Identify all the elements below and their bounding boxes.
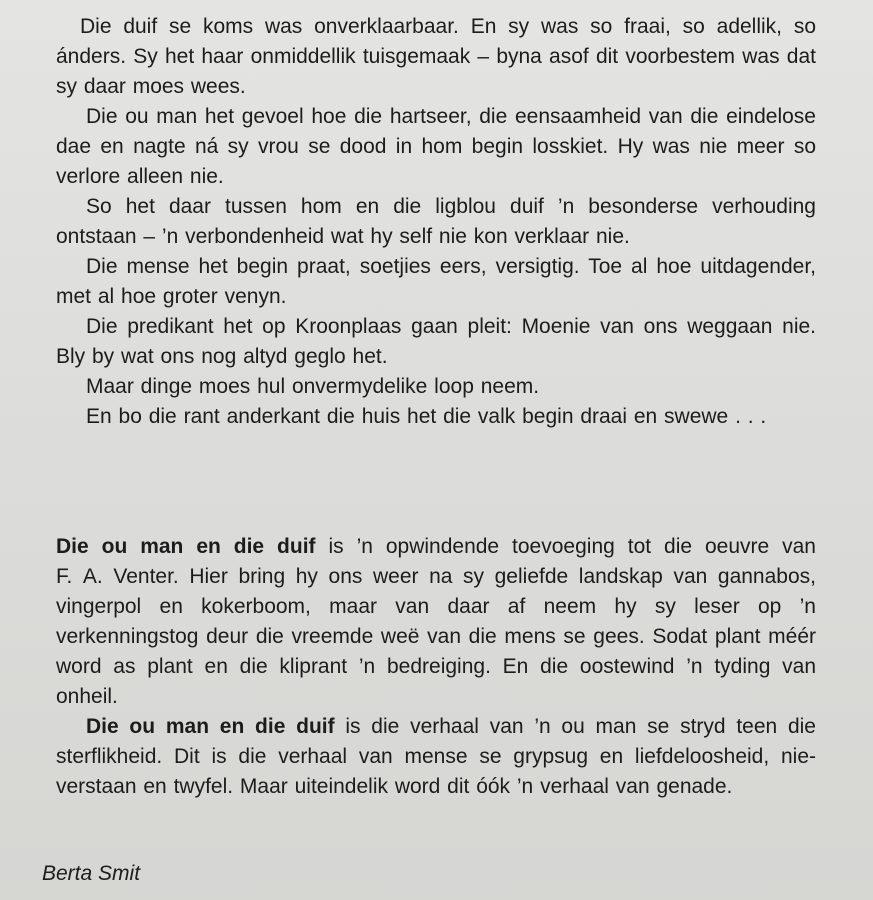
blurb-text: is die verhaal van ’n ou man se stryd teen die sterflikheid. Dit is die verhaal van mense se grypsug en liefdeloosheid, nie-verstaan en twyfel. Maar uiteindelik word dit óók ’n verhaal van genade. xyxy=(56,715,816,798)
excerpt-paragraph: So het daar tussen hom en die ligblou duif ’n besonderse verhouding ontstaan – ’n verbondenheid wat hy self nie kon verklaar nie. xyxy=(56,195,816,248)
excerpt-paragraph: Die ou man het gevoel hoe die hartseer, die eensaamheid van die eindelose dae en nagte ná sy vrou se dood in hom begin losskiet. Hy was nie meer so verlore alleen nie. xyxy=(56,105,816,188)
blurb-paragraph xyxy=(56,712,816,802)
reviewer-signature: Berta Smit xyxy=(42,862,141,885)
excerpt-paragraph: Die mense het begin praat, soetjies eers, versigtig. Toe al hoe uitdagender, met al hoe groter venyn. xyxy=(56,255,816,308)
blurb-text: is ’n opwindende toevoeging tot die oeuvre van F. A. Venter. Hier bring hy ons weer na sy geliefde landskap van gannabos, vingerpol en kokerboom, maar van daar af neem hy sy leser op ’n verkenningstog deur die vreemde weë van die mens se gees. Sodat plant méér word as plant en die kliprant ’n bedreiging. En die oostewind ’n tyding van onheil. xyxy=(56,535,816,708)
story-excerpt xyxy=(56,12,816,432)
book-title-bold: Die ou man en die duif xyxy=(56,535,316,558)
excerpt-paragraph: Maar dinge moes hul onvermydelike loop neem. xyxy=(86,375,540,398)
excerpt-paragraph: Die predikant het op Kroonplaas gaan pleit: Moenie van ons weggaan nie. Bly by wat ons nog altyd geglo het. xyxy=(56,315,816,368)
excerpt-paragraph: En bo die rant anderkant die huis het die valk begin draai en swewe . . . xyxy=(86,405,767,428)
blurb-paragraph xyxy=(56,532,816,712)
book-title-bold: Die ou man en die duif xyxy=(86,715,335,738)
blurb xyxy=(56,532,816,802)
excerpt-paragraph: Die duif se koms was onverklaarbaar. En sy was so fraai, so adellik, so ánders. Sy het haar onmiddellik tuisgemaak – byna asof dit voorbestem was dat sy daar moes wees. xyxy=(56,15,816,98)
